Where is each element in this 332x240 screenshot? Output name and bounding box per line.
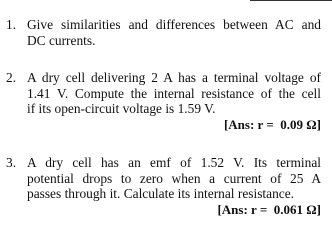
answer-label: [Ans: r = 0.09 Ω] xyxy=(223,116,321,132)
question-line: if its open-circuit voltage is 1.59 V. xyxy=(27,101,216,116)
question-3 xyxy=(0,155,332,221)
answer-label: [Ans: r = 0.061 Ω] xyxy=(217,201,321,217)
question-line: passes through it. Calculate its internal resistance. xyxy=(27,186,294,201)
question-line: A dry cell delivering 2 A has a terminal voltage of xyxy=(27,70,321,85)
question-line: DC currents. xyxy=(27,32,96,48)
question-line: A dry cell has an emf of 1.52 V. Its terminal xyxy=(27,155,321,170)
question-line: Give similarities and differences between AC and xyxy=(27,17,321,32)
question-line: potential drops to zero when a current of 25 A xyxy=(27,170,321,186)
question-number: 1. xyxy=(6,17,17,32)
question-text xyxy=(27,155,321,217)
question-2 xyxy=(0,70,332,136)
question-number: 2. xyxy=(6,70,17,85)
question-text xyxy=(27,17,321,48)
question-line: 1.41 V. Compute the internal resistance of the cell xyxy=(27,85,321,101)
top-rule xyxy=(250,0,332,1)
question-1 xyxy=(0,17,332,53)
question-number: 3. xyxy=(6,155,17,170)
question-text xyxy=(27,70,321,132)
